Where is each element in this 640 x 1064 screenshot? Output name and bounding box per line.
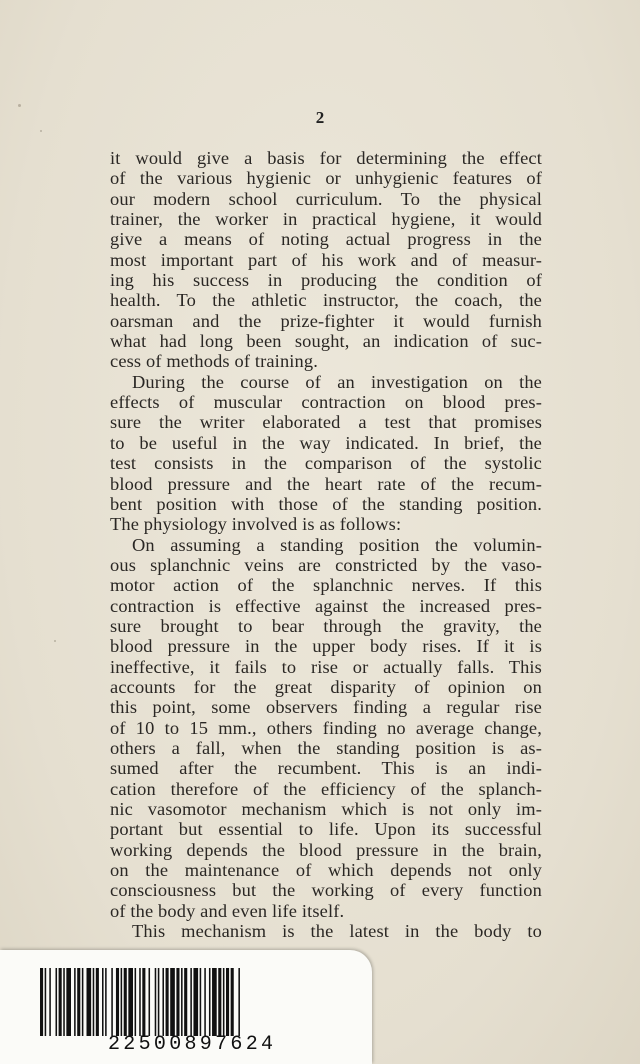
barcode-bar [139, 968, 141, 1036]
text-line: This mechanism is the latest in the body to [132, 921, 542, 942]
barcode-bar [231, 968, 234, 1036]
barcode-bar [82, 968, 84, 1036]
barcode-bar [102, 968, 104, 1036]
text-line: oarsman and the prize-fighter it would furnish [110, 310, 542, 331]
barcode-bar [87, 968, 92, 1036]
barcode-bar [135, 968, 137, 1036]
text-line: ineffective, it fails to rise or actually falls. This [110, 656, 542, 677]
barcode-bar [96, 968, 99, 1036]
page-number: 2 [315, 108, 325, 127]
barcode-bar [158, 968, 160, 1036]
text-line: others a fall, when the standing position is as- [110, 737, 542, 758]
text-line: sure the writer elaborated a test that promises [110, 412, 542, 433]
text-line: of the body and even life itself. [110, 900, 345, 921]
barcode-bar [111, 968, 113, 1036]
text-line: to be useful in the way indicated. In brief, the [110, 432, 542, 453]
text-line: give a means of noting actual progress in the [110, 229, 542, 250]
text-line: cation therefore of the efficiency of the splanch- [110, 778, 542, 799]
barcode-bar [166, 968, 169, 1036]
barcode-bar [128, 968, 133, 1036]
barcode-bar [223, 968, 225, 1036]
paper-speck [54, 640, 56, 642]
text-line: bent position with those of the standing position. [110, 493, 542, 514]
text-line: During the course of an investigation on the [132, 371, 542, 392]
text-line: ous splanchnic veins are constricted by the vaso- [110, 554, 542, 575]
text-line: blood pressure in the upper body rises. If it is [110, 636, 542, 657]
text-line: consciousness but the working of every function [110, 880, 542, 901]
barcode-bar [121, 968, 123, 1036]
text-line: sumed after the recumbent. This is an indi- [110, 758, 542, 779]
text-line: trainer, the worker in practical hygiene, it would [110, 209, 542, 230]
barcode-bar [56, 968, 58, 1036]
text-line: ing his success in producing the condition of [110, 270, 542, 291]
text-line: test consists in the comparison of the systolic [110, 453, 542, 474]
text-line: blood pressure and the heart rate of the recum- [110, 473, 542, 494]
barcode-bar [93, 968, 95, 1036]
barcode-bar [209, 968, 211, 1036]
text-line: contraction is effective against the increased pres- [110, 595, 542, 616]
text-line: of 10 to 15 mm., others finding no average change, [110, 717, 542, 738]
text-line: effects of muscular contraction on blood pres- [110, 392, 542, 413]
body-text [110, 148, 542, 941]
text-line: on the maintenance of which depends not only [110, 860, 542, 881]
barcode-bar [204, 968, 206, 1036]
barcode-bar [74, 968, 76, 1036]
text-line: motor action of the splanchnic nerves. If this [110, 575, 542, 596]
paper-speck [40, 130, 42, 132]
barcode-bar [40, 968, 43, 1036]
barcode-bar [142, 968, 145, 1036]
barcode-bar [184, 968, 187, 1036]
barcode-bar [155, 968, 157, 1036]
text-line: of the various hygienic or unhygienic features of [110, 168, 542, 189]
text-line: what had long been sought, an indication of suc- [110, 331, 542, 352]
text-line: portant but essential to life. Upon its successful [110, 819, 542, 840]
barcode [40, 968, 336, 1036]
text-line: it would give a basis for determining the effect [110, 148, 542, 168]
barcode-bar [226, 968, 229, 1036]
text-line: working depends the blood pressure in the brain, [110, 839, 542, 860]
barcode-bar [181, 968, 183, 1036]
text-line: sure brought to bear through the gravity, the [110, 615, 542, 636]
barcode-bar [238, 968, 240, 1036]
paper-speck [18, 104, 21, 107]
barcode-bar [45, 968, 47, 1036]
barcode-bar [200, 968, 202, 1036]
barcode-bar [212, 968, 217, 1036]
barcode-bar [149, 968, 151, 1036]
barcode-bar [218, 968, 221, 1036]
barcode-bar [190, 968, 192, 1036]
text-line: most important part of his work and of measur- [110, 249, 542, 270]
barcode-bar [162, 968, 164, 1036]
barcode-bar [176, 968, 179, 1036]
text-line: our modern school curriculum. To the physical [110, 188, 542, 209]
barcode-bar [63, 968, 65, 1036]
barcode-bar [170, 968, 175, 1036]
barcode-bar [66, 968, 71, 1036]
text-line: health. To the athletic instructor, the coach, the [110, 290, 542, 311]
barcode-number: 22500897624 [108, 1033, 277, 1056]
barcode-bar [105, 968, 107, 1036]
barcode-bar [77, 968, 80, 1036]
text-line: nic vasomotor mechanism which is not only im- [110, 799, 542, 819]
barcode-bar [59, 968, 62, 1036]
text-line: On assuming a standing position the volumin- [132, 534, 542, 555]
text-line: cess of methods of training. [110, 351, 318, 372]
barcode-bar [116, 968, 119, 1036]
text-line: accounts for the great disparity of opinion on [110, 676, 542, 697]
text-line: The physiology involved is as follows: [110, 514, 402, 535]
barcode-bar [193, 968, 198, 1036]
text-line: this point, some observers finding a regular rise [110, 697, 542, 718]
barcode-bar [49, 968, 51, 1036]
barcode-bar [124, 968, 127, 1036]
